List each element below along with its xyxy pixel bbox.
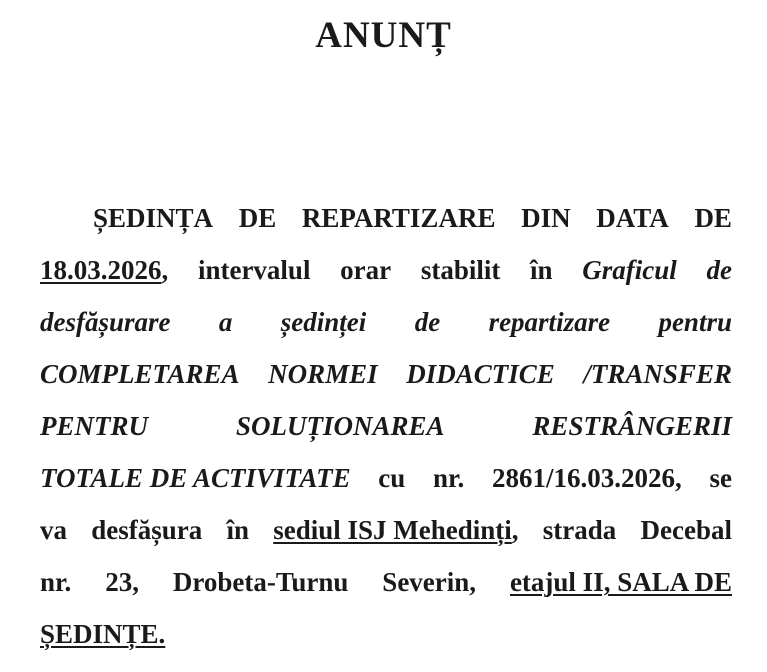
word: cu — [378, 463, 406, 493]
word: Graficul — [582, 255, 677, 285]
word: intervalul — [197, 255, 311, 285]
word: 2861/16.03.2026, — [491, 463, 682, 493]
date-with-comma: 18.03.2026, — [40, 255, 169, 285]
word: nr. — [40, 567, 72, 597]
word: de — [414, 307, 441, 337]
word: Drobeta-Turnu — [172, 567, 349, 597]
meeting-date: 18.03.2026 — [40, 255, 162, 285]
word: SOLUȚIONAREA — [235, 411, 445, 441]
word: DIDACTICE — [406, 359, 555, 389]
word: ședinței — [280, 307, 367, 337]
word: COMPLETAREA — [40, 359, 240, 389]
word: RESTRÂNGERII — [532, 411, 732, 441]
announcement-line-4 — [40, 348, 732, 400]
location-underlined: sediul ISJ Mehedinți — [273, 515, 512, 545]
word: ȘEDINȚA — [93, 203, 214, 233]
announcement-line-1 — [93, 192, 732, 244]
announcement-line-9 — [40, 608, 732, 660]
word: în — [226, 515, 250, 545]
word: PENTRU — [40, 411, 148, 441]
word: strada — [542, 515, 617, 545]
word: DE — [238, 203, 277, 233]
page-title: ANUNȚ — [315, 15, 452, 56]
floor-room-underlined: etajul II, SALA DE — [509, 567, 732, 597]
word: repartizare — [488, 307, 611, 337]
word: /TRANSFER — [583, 359, 732, 389]
room-underlined: ȘEDINȚE. — [40, 619, 166, 649]
word: pentru — [658, 307, 732, 337]
announcement-line-8 — [40, 556, 732, 608]
word: se — [709, 463, 732, 493]
word: în — [530, 255, 553, 285]
word: 23, — [105, 567, 139, 597]
announcement-line-7 — [40, 504, 732, 556]
word: stabilit — [420, 255, 501, 285]
announcement-line-3 — [40, 296, 732, 348]
word: DE — [694, 203, 732, 233]
word: desfășurare — [40, 307, 171, 337]
word: nr. — [433, 463, 465, 493]
announcement-line-2 — [40, 244, 732, 296]
word: desfășura — [91, 515, 203, 545]
announcement-line-6 — [40, 452, 732, 504]
word: va — [40, 515, 67, 545]
word: DATA — [596, 203, 669, 233]
word: de — [706, 255, 732, 285]
announcement-line-5 — [40, 400, 732, 452]
word: a — [218, 307, 233, 337]
word: Severin, — [382, 567, 477, 597]
announcement-body — [40, 244, 732, 660]
italic-phrase: TOTALE DE ACTIVITATE — [40, 463, 351, 493]
word: orar — [340, 255, 392, 285]
word: Decebal — [640, 515, 732, 545]
word: NORMEI — [268, 359, 378, 389]
word: REPARTIZARE — [301, 203, 496, 233]
location-with-comma: sediul ISJ Mehedinți, — [273, 515, 519, 545]
word: DIN — [521, 203, 571, 233]
